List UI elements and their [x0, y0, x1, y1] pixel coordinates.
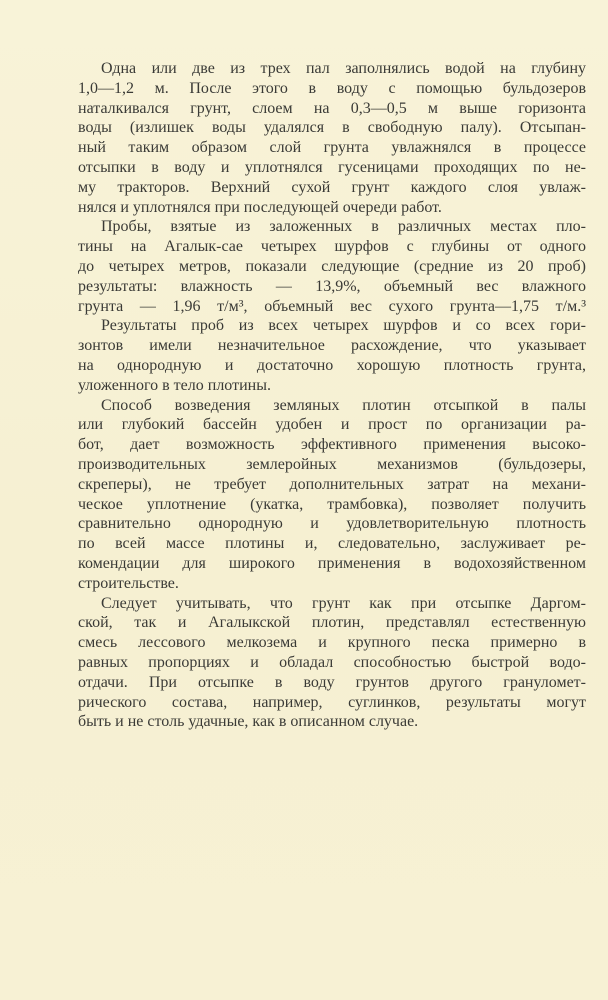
body-text [78, 59, 586, 732]
text-line: результаты: влажность — 13,9%, объемный вес влажного [78, 277, 586, 295]
text-line: Одна или две из трех пал заполнялись водой на глубину [101, 60, 586, 77]
text-line: му тракторов. Верхний сухой грунт каждого слоя увлаж- [78, 178, 586, 196]
text-line: бот, дает возможность эффективного применения высоко- [78, 436, 586, 454]
text-line: тины на Агалык-сае четырех шурфов с глубины от одного [78, 238, 586, 256]
text-line: уложенного в тело плотины. [78, 376, 271, 394]
text-line: грунта — 1,96 т/м³, объемный вес сухого грунта—1,75 т/м.³ [78, 297, 586, 315]
text-line: 1,0—1,2 м. После этого в воду с помощью бульдозеров [78, 79, 586, 97]
text-line: рического состава, например, суглинков, результаты могут [78, 693, 586, 711]
text-line: строительстве. [78, 574, 179, 592]
text-line: ской, так и Агалыкской плотин, представлял естественную [78, 614, 586, 632]
text-line: наталкивался грунт, слоем на 0,3—0,5 м выше горизонта [78, 99, 586, 117]
text-line: Способ возведения земляных плотин отсыпкой в палы [101, 396, 586, 414]
paragraph [78, 594, 586, 733]
paragraph [78, 396, 586, 594]
paragraph [78, 316, 586, 395]
text-line: отдачи. При отсыпке в воду грунтов другого грануломет- [78, 673, 586, 691]
text-line: по всей массе плотины и, следовательно, заслуживает ре- [78, 535, 586, 553]
text-line: комендации для широкого применения в водохозяйственном [78, 554, 586, 572]
text-line: равных пропорциях и обладал способностью быстрой водо- [78, 653, 586, 671]
text-line: нялся и уплотнялся при последующей очереди работ. [78, 198, 442, 216]
text-line: смесь лессового мелкозема и крупного песка примерно в [78, 634, 586, 652]
text-line: ный таким образом слой грунта увлажнялся в процессе [78, 139, 586, 157]
text-line: Следует учитывать, что грунт как при отсыпке Даргом- [101, 594, 586, 612]
text-line: или глубокий бассейн удобен и прост по организации ра- [78, 416, 586, 434]
text-line: производительных землеройных механизмов (бульдозеры, [78, 455, 586, 473]
text-line: зонтов имели незначительное расхождение, что указывает [78, 337, 586, 355]
text-line: воды (излишек воды удалялся в свободную палу). Отсыпан- [78, 119, 586, 137]
text-line: быть и не столь удачные, как в описанном случае. [78, 713, 419, 731]
text-line: Пробы, взятые из заложенных в различных местах пло- [101, 218, 586, 236]
text-line: отсыпки в воду и уплотнялся гусеницами проходящих по не- [78, 158, 586, 176]
paragraph [78, 59, 586, 217]
paragraph [78, 217, 586, 316]
text-line: ческое уплотнение (укатка, трамбовка), позволяет получить [78, 495, 586, 513]
text-line: до четырех метров, показали следующие (средние из 20 проб) [78, 257, 586, 275]
text-line: на однородную и достаточно хорошую плотность грунта, [78, 356, 586, 374]
text-line: сравнительно однородную и удовлетворительную плотность [78, 515, 586, 533]
text-line: скреперы), не требует дополнительных затрат на механи- [78, 475, 586, 493]
text-line: Результаты проб из всех четырех шурфов и со всех гори- [101, 317, 586, 335]
